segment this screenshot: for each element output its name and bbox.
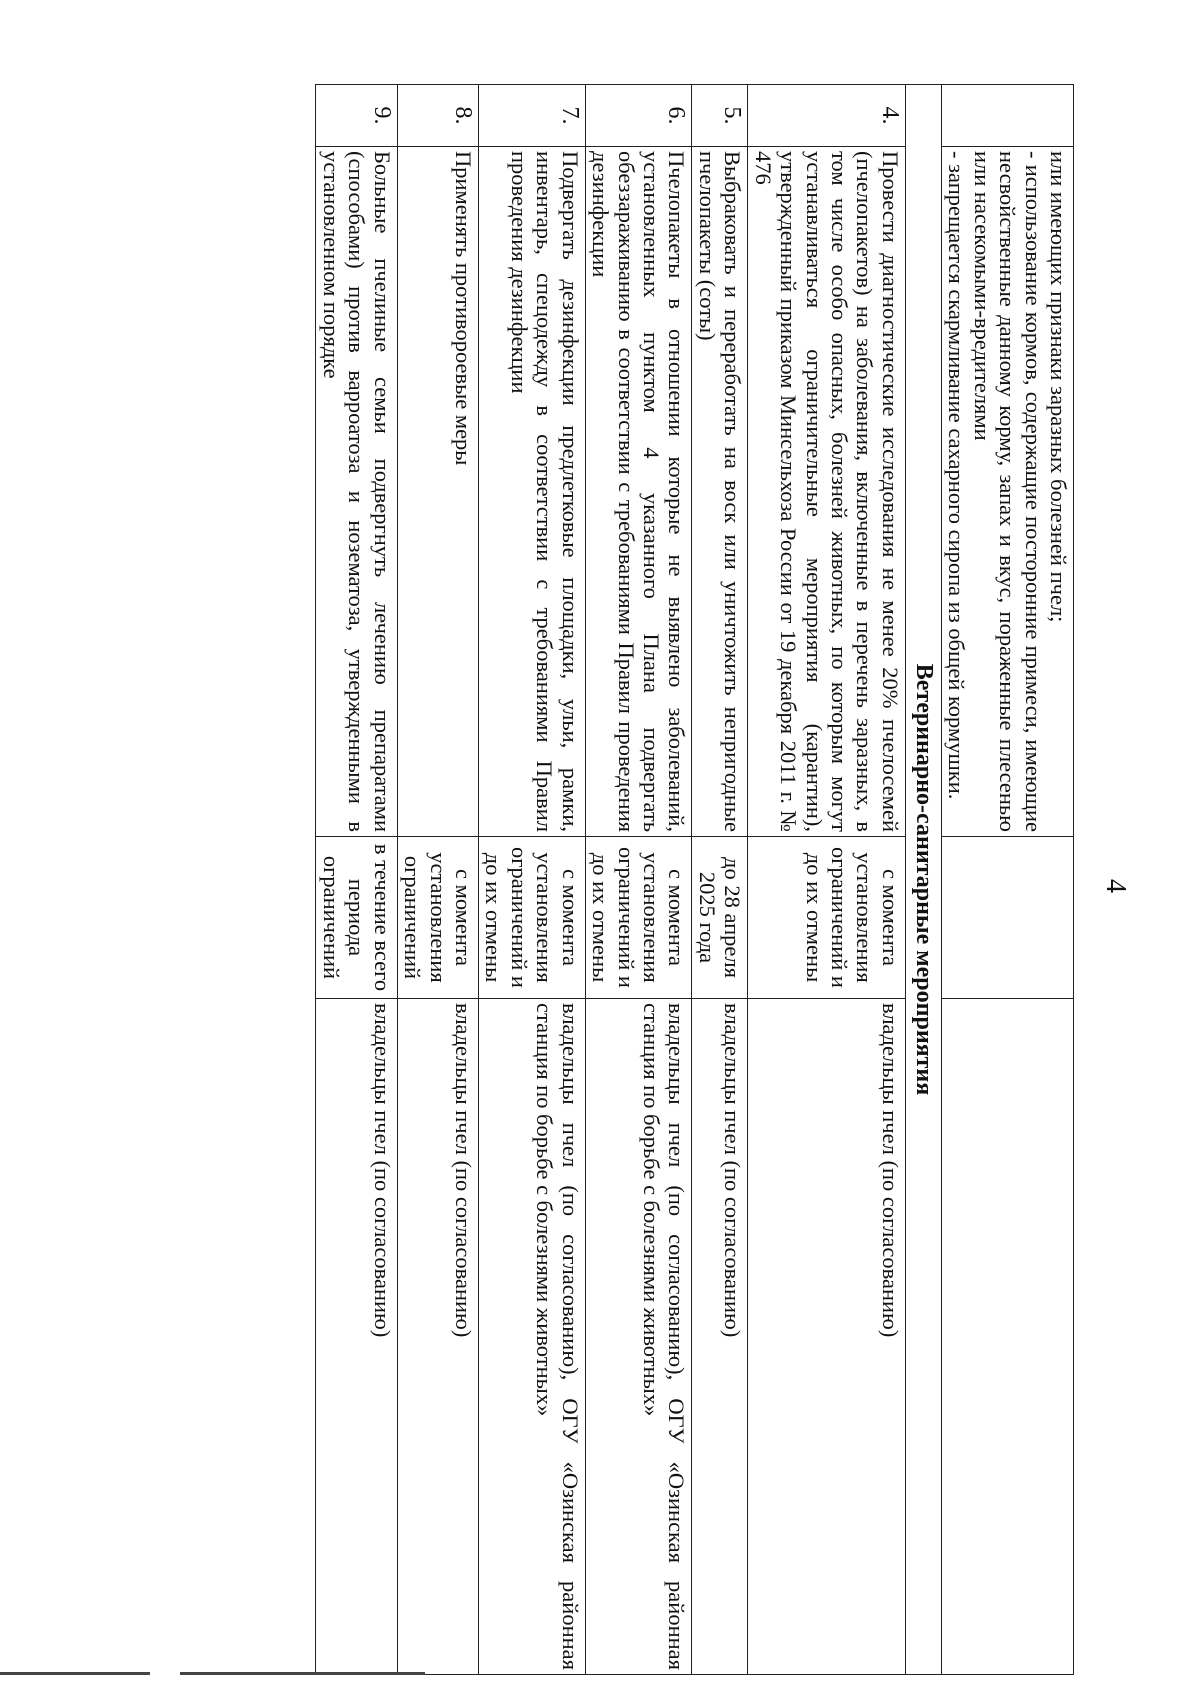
continuation-who-cell: [941, 999, 1073, 1675]
table-row: [748, 85, 906, 1675]
row-responsible: владельцы пчел (по согласованию), ОГУ «Озинская районная станция по борьбе с болезнями животных»: [479, 999, 586, 1675]
row-responsible: владельцы пчел (по согласованию): [397, 999, 478, 1675]
row-deadline: с момента установления ограничений: [397, 837, 478, 999]
row-responsible: владельцы пчел (по согласованию), ОГУ «Озинская районная станция по борьбе с болезнями животных»: [585, 999, 692, 1675]
continuation-lead: или имеющих признаки заразных болезней пчел;: [1046, 151, 1071, 623]
row-deadline: в течение всего периода ограничений: [316, 837, 397, 999]
row-number: 6.: [585, 85, 692, 147]
row-responsible: владельцы пчел (по согласованию): [692, 999, 748, 1675]
continuation-when-cell: [941, 837, 1073, 999]
page-number: 4: [1100, 879, 1131, 893]
scan-edge-mark: [180, 1672, 425, 1675]
continuation-num-cell: [941, 85, 1073, 147]
row-number: 9.: [316, 85, 397, 147]
table-row: [479, 85, 586, 1675]
row-measure-text: Применять противороевые меры: [397, 147, 478, 837]
row-measure-text: Выбраковать и переработать на воск или уничтожить непригодные пчелопакеты (соты): [692, 147, 748, 837]
bullet-item: - запрещается скармливание сахарного сиропа из общей кормушки.: [944, 151, 969, 832]
row-number: 7.: [479, 85, 586, 147]
section-heading: Ветеринарно-санитарные мероприятия: [905, 85, 941, 1675]
bullet-item: - использование кормов, содержащие посторонние примеси, имеющие несвойственные данному корму, запах и вкус, пораженные плесенью или насекомыми-вредителями: [969, 151, 1045, 832]
row-measure-text: Больные пчелиные семьи подвергнуть лечению препаратами (способами) против варроатоза и нозематоза, утвержденными в установленном порядке: [316, 147, 397, 837]
row-number: 8.: [397, 85, 478, 147]
table-row: [585, 85, 692, 1675]
row-deadline: до 28 апреля 2025 года: [692, 837, 748, 999]
row-measure-text: Пчелопакеты в отношении которые не выявлено заболеваний, установленных пунктом 4 указанного Плана подвергать обеззараживанию в соответствии с требованиями Правил проведения дезинфекции: [585, 147, 692, 837]
row-responsible: владельцы пчел (по согласованию): [316, 999, 397, 1675]
rotated-page-content: [126, 84, 1074, 1674]
measures-table: [316, 84, 1075, 1675]
row-deadline: с момента установления ограничений и до их отмены: [585, 837, 692, 999]
row-number: 4.: [748, 85, 906, 147]
table-row: [692, 85, 748, 1675]
row-deadline: с момента установления ограничений и до их отмены: [748, 837, 906, 999]
table-row: [397, 85, 478, 1675]
row-deadline: с момента установления ограничений и до их отмены: [479, 837, 586, 999]
section-heading-row: [905, 85, 941, 1675]
row-responsible: владельцы пчел (по согласованию): [748, 999, 906, 1675]
scan-edge-mark: [0, 1672, 150, 1675]
row-number: 5.: [692, 85, 748, 147]
continuation-bullets: [944, 151, 1046, 832]
row-measure-text: Подвергать дезинфекции предлетковые площадки, ульи, рамки, инвентарь, спецодежду в соответствии с требованиями Правил проведения дезинфекции: [479, 147, 586, 837]
row-measure-text: Провести диагностические исследования не менее 20% пчелосемей (пчелопакетов) на заболевания, включенные в перечень заразных, в том числе особо опасных, болезней животных, по которым могут устанавливаться ограничительные мероприятия (карантин), утвержденный приказом Минсельхоза России от 19 декабря 2011 г. № 476: [748, 147, 906, 837]
table-row: [316, 85, 397, 1675]
continuation-row: [941, 85, 1073, 1675]
continuation-text-cell: [941, 147, 1073, 837]
